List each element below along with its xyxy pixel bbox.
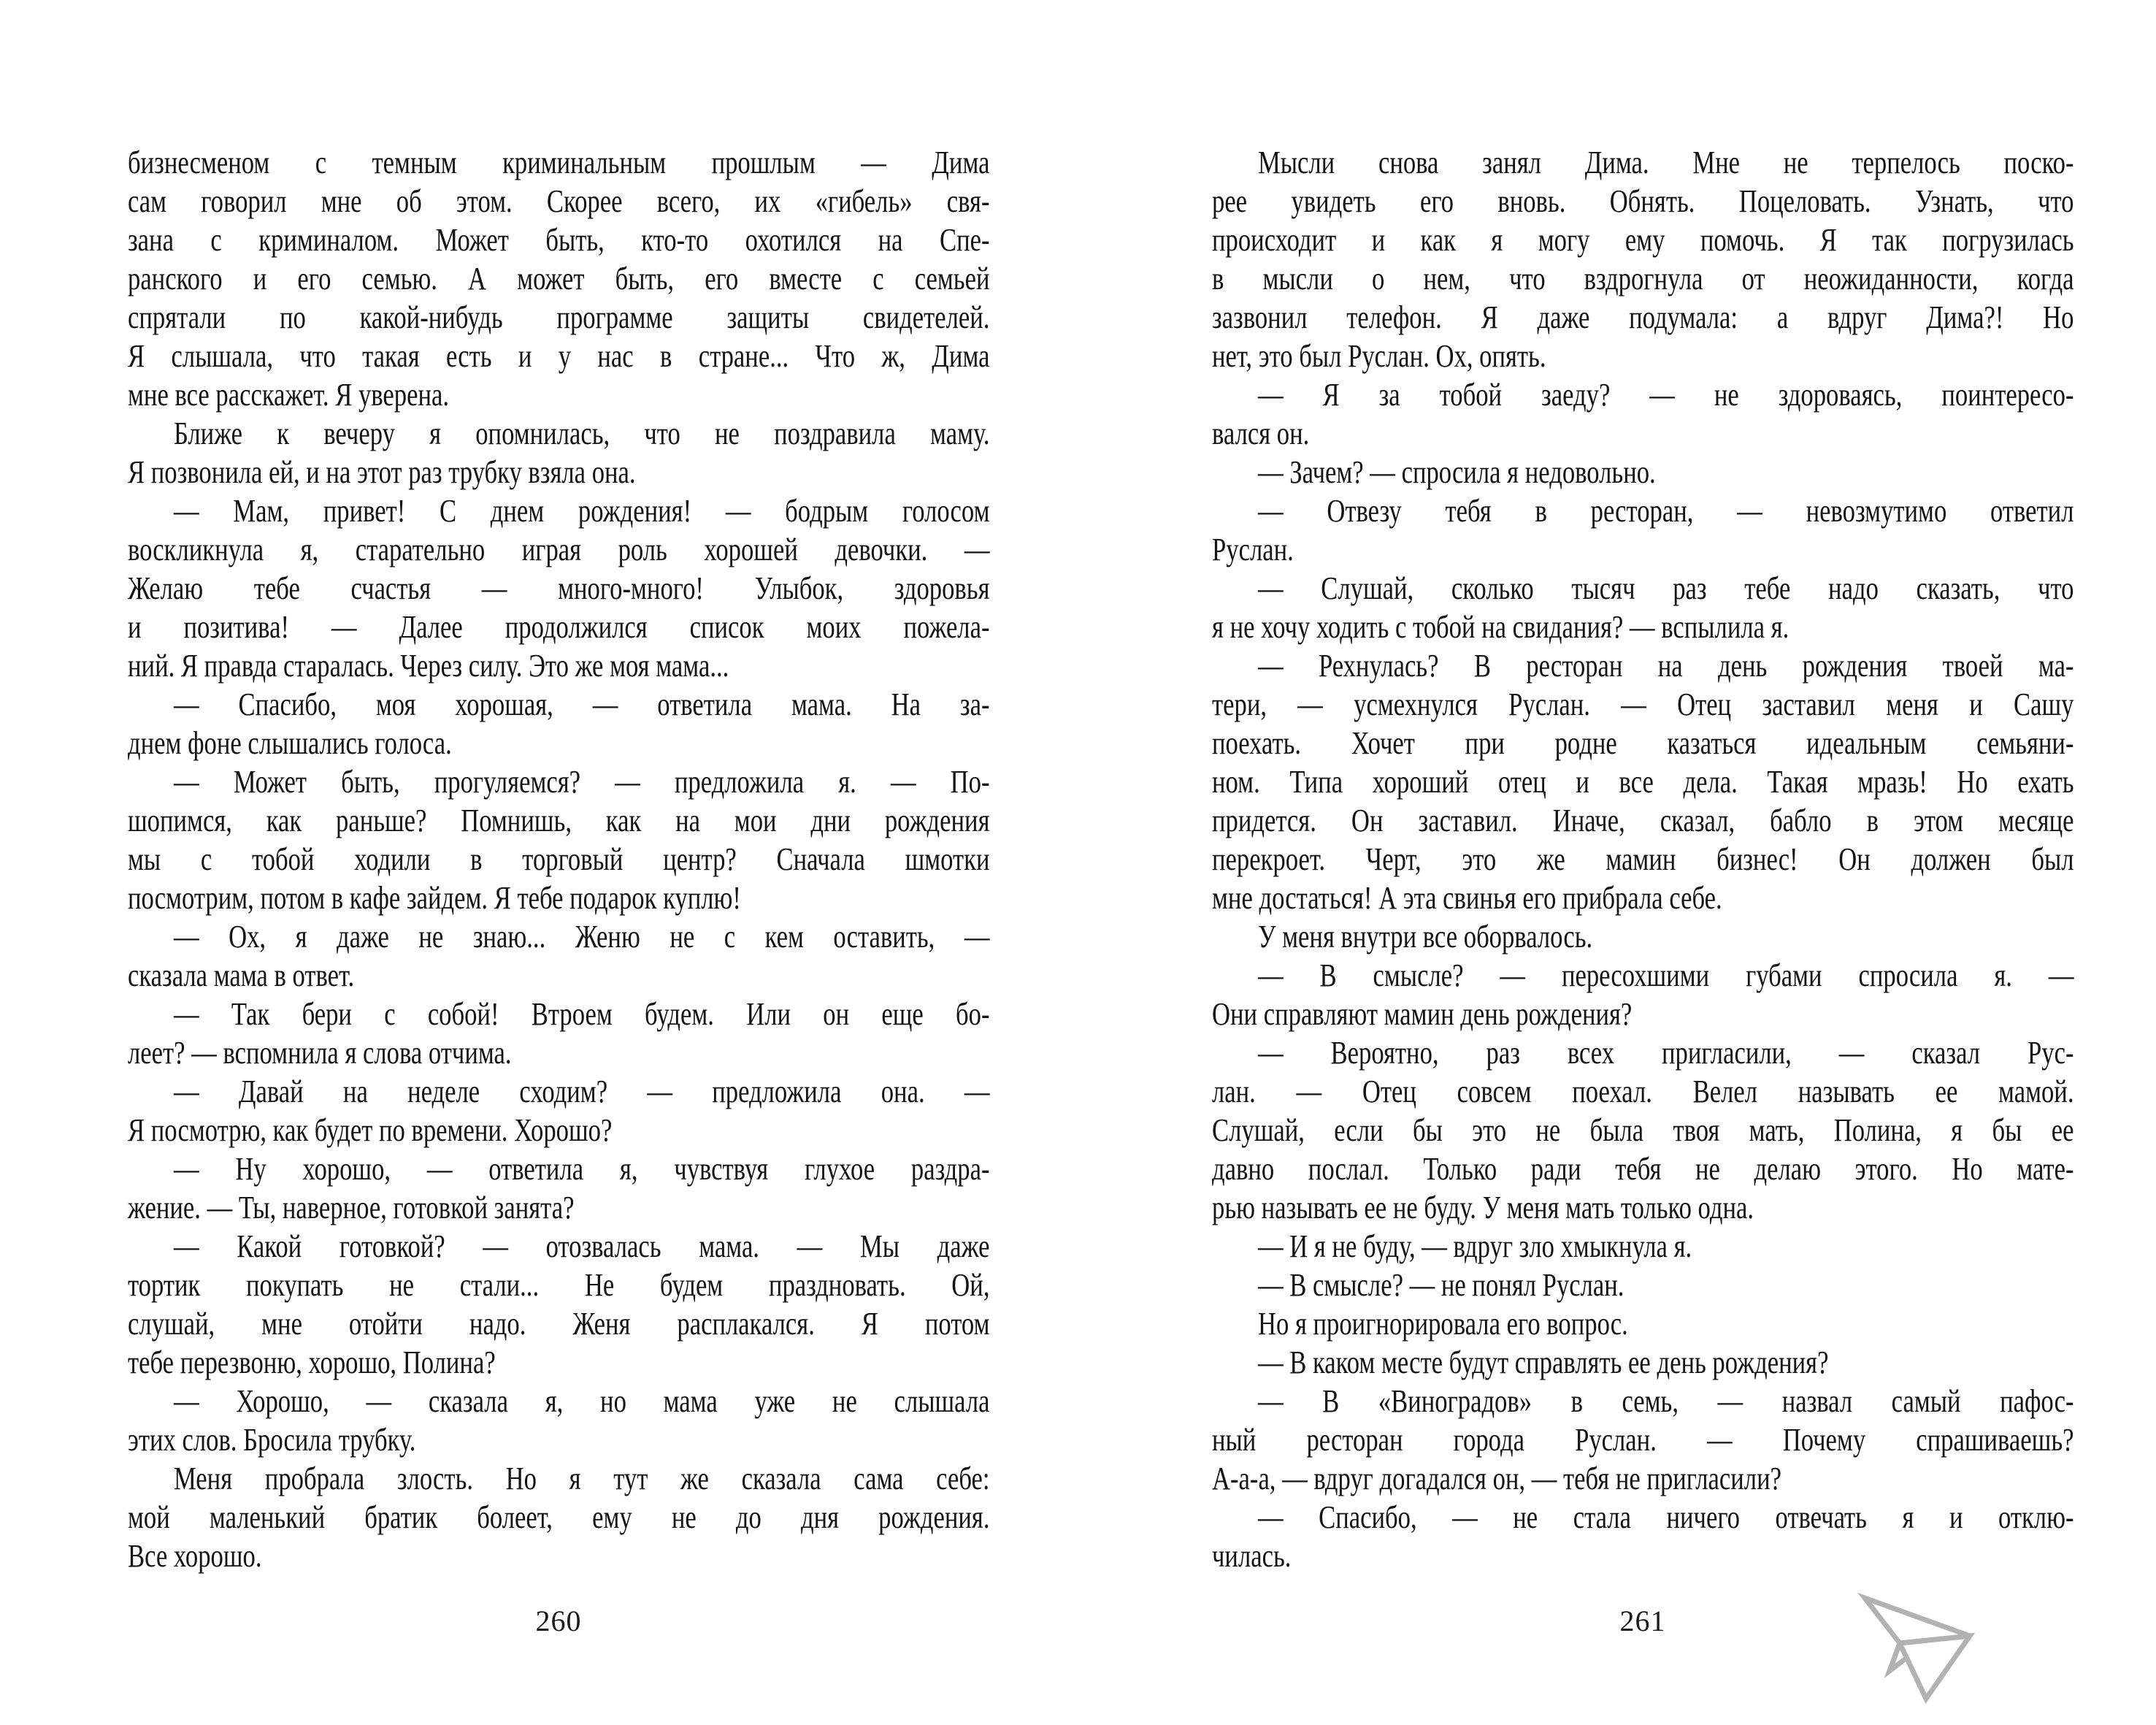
text-line: — Слушай, сколько тысяч раз тебе надо сказать, что <box>1257 570 2074 606</box>
left-page <box>128 143 1223 1575</box>
text-line: — Хорошо, — сказала я, но мама уже не слышала <box>173 1383 990 1419</box>
text-line: тортик покупать не стали... Не будем праздновать. Ой, <box>128 1267 990 1303</box>
text-line: Я позвонила ей, и на этот раз трубку взяла она. <box>128 454 636 490</box>
text-line: воскликнула я, старательно играя роль хорошей девочки. — <box>128 532 990 567</box>
text-line: — Мам, привет! С днем рождения! — бодрым голосом <box>173 493 990 529</box>
text-line: — В «Виноградов» в семь, — назвал самый пафос- <box>1257 1383 2074 1419</box>
paragraph <box>1212 1498 2074 1575</box>
text-line: — Какой готовкой? — отозвалась мама. — Мы даже <box>173 1228 990 1264</box>
text-line: Желаю тебе счастья — много-много! Улыбок, здоровья <box>128 570 990 606</box>
text-line: мне все расскажет. Я уверена. <box>128 377 450 413</box>
text-line: зана с криминалом. Может быть, кто-то охотился на Спе- <box>128 222 990 258</box>
paragraph <box>1212 1266 2074 1304</box>
text-line: ранского и его семью. А может быть, его вместе с семьей <box>128 261 990 297</box>
text-line: мы с тобой ходили в торговый центр? Сначала шмотки <box>128 841 990 877</box>
text-line: ный ресторан города Руслан. — Почему спрашиваешь? <box>1212 1422 2074 1458</box>
text-line: ний. Я правда старалась. Через силу. Это же моя мама... <box>128 648 729 684</box>
paper-plane-icon <box>1853 1591 1979 1706</box>
text-line: Но я проигнорировала его вопрос. <box>1257 1306 1628 1342</box>
text-line: бизнесменом с темным криминальным прошлым — Дима <box>128 145 990 180</box>
text-line: нет, это был Руслан. Ох, опять. <box>1212 338 1546 374</box>
text-line: перекроет. Черт, это же мамин бизнес! Он должен был <box>1212 841 2074 877</box>
paragraph <box>128 685 990 762</box>
paragraph <box>128 995 990 1072</box>
text-line: я не хочу ходить с тобой на свидания? — вспылила я. <box>1212 609 1789 645</box>
text-line: ном. Типа хороший отец и все дела. Такая мразь! Но ехать <box>1212 764 2074 800</box>
text-line: и позитива! — Далее продолжился список моих пожела- <box>128 609 990 645</box>
paragraph <box>128 1072 990 1150</box>
text-line: леет? — вспомнила я слова отчима. <box>128 1035 512 1071</box>
text-line: — Зачем? — спросила я недовольно. <box>1257 454 1656 490</box>
left-page-text <box>128 143 990 1575</box>
paragraph <box>1212 453 2074 492</box>
text-line: жение. — Ты, наверное, готовкой занята? <box>128 1190 575 1225</box>
text-line: — Так бери с собой! Втроем будем. Или он еще бо- <box>173 996 990 1032</box>
text-line: этих слов. Бросила трубку. <box>128 1422 416 1458</box>
text-line: слушай, мне отойти надо. Женя расплакался. Я потом <box>128 1306 990 1342</box>
text-line: мой маленький братик болеет, ему не до дня рождения. <box>128 1499 990 1535</box>
paragraph <box>1212 646 2074 917</box>
text-line: — Рехнулась? В ресторан на день рождения твоей ма- <box>1257 648 2074 684</box>
paragraph <box>1212 1343 2074 1382</box>
paragraph <box>1212 569 2074 646</box>
text-line: сам говорил мне об этом. Скорее всего, их «гибель» свя- <box>128 183 990 219</box>
text-line: — Давай на неделе сходим? — предложила она. — <box>173 1074 990 1109</box>
text-line: Мысли снова занял Дима. Мне не терпелось поско- <box>1257 145 2074 180</box>
paragraph <box>1212 1382 2074 1498</box>
text-line: шопимся, как раньше? Помнишь, как на мои дни рождения <box>128 803 990 838</box>
text-line: Все хорошо. <box>128 1538 262 1574</box>
right-page-text <box>1212 143 2074 1575</box>
text-line: лан. — Отец совсем поехал. Велел называть ее мамой. <box>1212 1074 2074 1109</box>
text-line: — Отвезу тебя в ресторан, — невозмутимо ответил <box>1257 493 2074 529</box>
text-line: Они справляют мамин день рождения? <box>1212 996 1633 1032</box>
paragraph <box>1212 917 2074 956</box>
paragraph <box>1212 1033 2074 1227</box>
text-line: поехать. Хочет при родне казаться идеальным семьяни- <box>1212 725 2074 761</box>
text-line: в мысли о нем, что вздрогнула от неожиданности, когда <box>1212 261 2074 297</box>
text-line: рью называть ее не буду. У меня мать только одна. <box>1212 1190 1754 1225</box>
right-page <box>1212 143 2156 1575</box>
text-line: — Спасибо, моя хорошая, — ответила мама. На за- <box>173 686 990 722</box>
text-line: спрятали по какой-нибудь программе защиты свидетелей. <box>128 299 990 335</box>
paragraph <box>128 492 990 685</box>
text-line: — В смысле? — не понял Руслан. <box>1257 1267 1624 1303</box>
paragraph <box>1212 956 2074 1033</box>
text-line: — Ох, я даже не знаю... Женю не с кем оставить, — <box>173 919 990 955</box>
text-line: — Спасибо, — не стала ничего отвечать я и отклю- <box>1257 1499 2074 1535</box>
text-line: вался он. <box>1212 416 1310 451</box>
text-line: — Может быть, прогуляемся? — предложила я. — По- <box>173 764 990 800</box>
paragraph <box>128 1382 990 1459</box>
page-number-right: 261 <box>1619 1604 1666 1637</box>
paragraph <box>1212 375 2074 453</box>
text-line: — В каком месте будут справлять ее день рождения? <box>1257 1345 1829 1380</box>
text-line: происходит и как я могу ему помочь. Я так погрузилась <box>1212 222 2074 258</box>
text-line: давно послал. Только ради тебя не делаю этого. Но мате- <box>1212 1151 2074 1187</box>
text-line: — Я за тобой заеду? — не здороваясь, поинтересо- <box>1257 377 2074 413</box>
text-line: Ближе к вечеру я опомнилась, что не поздравила маму. <box>173 416 990 451</box>
text-line: посмотрим, потом в кафе зайдем. Я тебе подарок куплю! <box>128 880 741 916</box>
paragraph <box>1212 1304 2074 1343</box>
text-line: днем фоне слышались голоса. <box>128 725 452 761</box>
paragraph <box>128 143 990 414</box>
text-line: мне достаться! А эта свинья его прибрала себе. <box>1212 880 1722 916</box>
text-line: чилась. <box>1212 1538 1292 1574</box>
paragraph <box>128 1227 990 1382</box>
text-line: Я посмотрю, как будет по времени. Хорошо? <box>128 1112 613 1148</box>
paragraph <box>1212 1227 2074 1266</box>
paragraph <box>1212 492 2074 569</box>
text-line: тебе перезвоню, хорошо, Полина? <box>128 1345 496 1380</box>
text-line: Меня пробрала злость. Но я тут же сказала сама себе: <box>173 1461 990 1496</box>
paragraph <box>128 762 990 917</box>
text-line: Я слышала, что такая есть и у нас в стране... Что ж, Дима <box>128 338 990 374</box>
text-line: Руслан. <box>1212 532 1294 567</box>
text-line: — Ну хорошо, — ответила я, чувствуя глухое раздра- <box>173 1151 990 1187</box>
text-line: зазвонил телефон. Я даже подумала: а вдруг Дима?! Но <box>1212 299 2074 335</box>
text-line: сказала мама в ответ. <box>128 957 355 993</box>
text-line: — И я не буду, — вдруг зло хмыкнула я. <box>1257 1228 1692 1264</box>
text-line: Слушай, если бы это не была твоя мать, Полина, я бы ее <box>1212 1112 2074 1148</box>
paragraph <box>128 917 990 995</box>
paragraph <box>128 1150 990 1227</box>
text-line: придется. Он заставил. Иначе, сказал, бабло в этом месяце <box>1212 803 2074 838</box>
text-line: А-а-а, — вдруг догадался он, — тебя не пригласили? <box>1212 1461 1781 1496</box>
paragraph <box>128 414 990 492</box>
text-line: тери, — усмехнулся Руслан. — Отец заставил меня и Сашу <box>1212 686 2074 722</box>
paragraph <box>128 1459 990 1575</box>
text-line: — Вероятно, раз всех пригласили, — сказал Рус- <box>1257 1035 2074 1071</box>
paragraph <box>1212 143 2074 375</box>
text-line: У меня внутри все оборвалось. <box>1257 919 1593 955</box>
page-number-left: 260 <box>535 1604 582 1637</box>
text-line: рее увидеть его вновь. Обнять. Поцеловать. Узнать, что <box>1212 183 2074 219</box>
text-line: — В смысле? — пересохшими губами спросила я. — <box>1257 957 2074 993</box>
